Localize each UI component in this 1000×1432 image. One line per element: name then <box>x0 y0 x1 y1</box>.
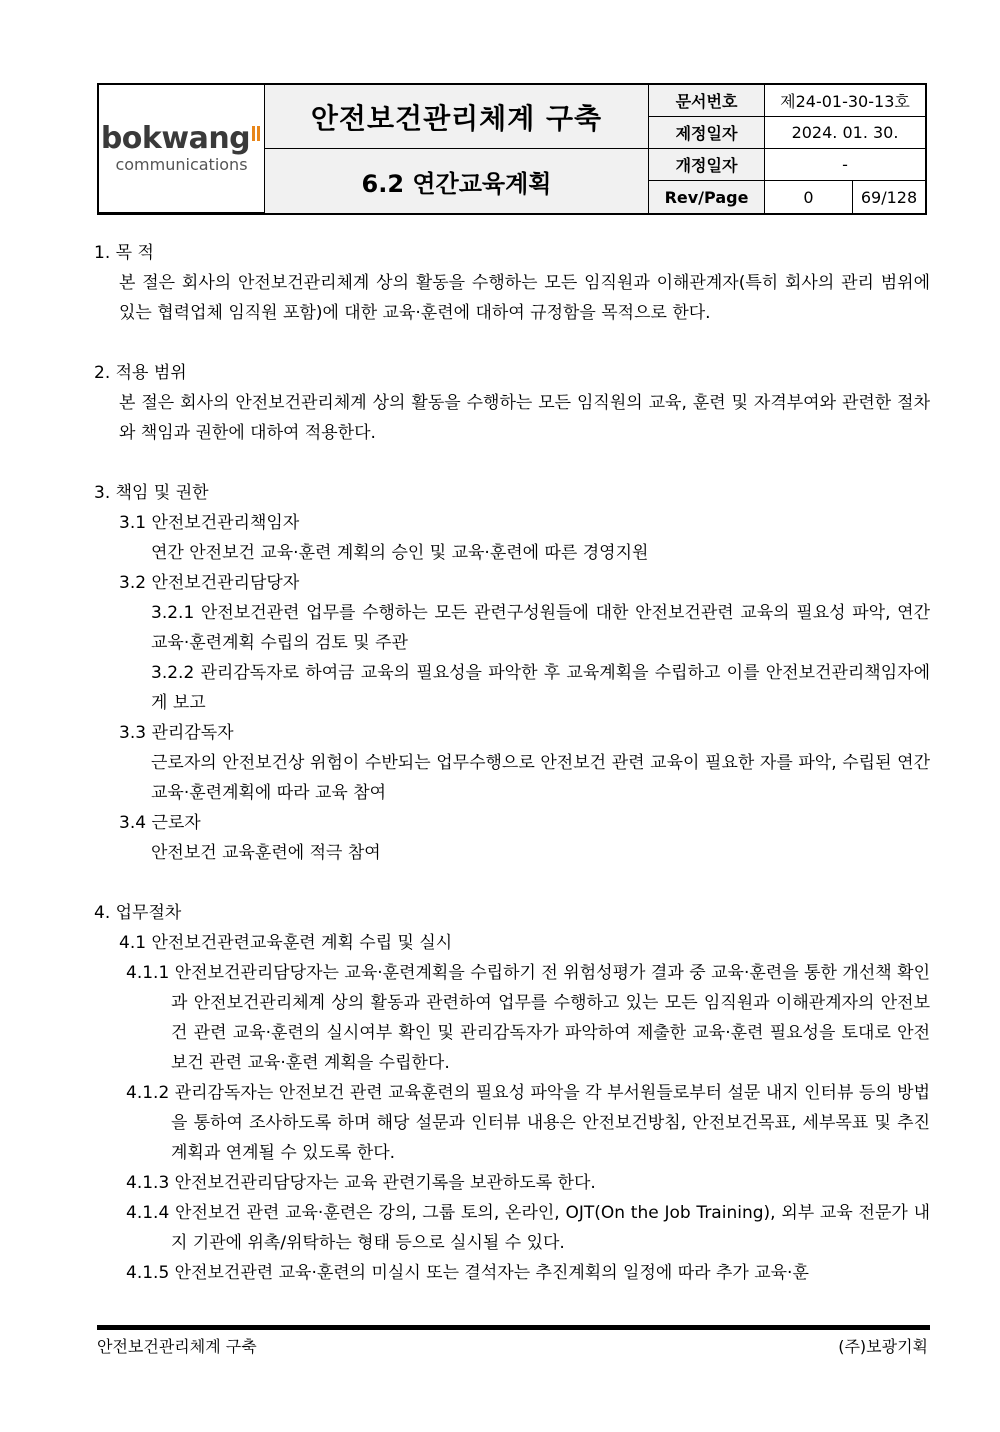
rev-page-label: Rev/Page <box>649 181 765 213</box>
section-3-heading: 3. 책임 및 권한 <box>94 483 209 503</box>
section-4-1-2-body: 4.1.2 관리감독자는 안전보건 관련 교육훈련의 필요성 파악을 각 부서원들로부터 설문 내지 인터뷰 등의 방법을 통하여 조사하도록 하며 해당 설문과 인터뷰 내용은 안전보건방침, 안전보건목표, 세부목표 및 추진계획과 연계될 수 있도록 한다. <box>126 1083 930 1163</box>
section-4-1-1-body: 4.1.1 안전보건관리담당자는 교육·훈련계획을 수립하기 전 위험성평가 결과 중 교육·훈련을 통한 개선책 확인과 안전보건관리체계 상의 활동과 관련하여 업무를 수행하고 있는 모든 임직원과 이해관계자의 안전보건 관련 교육·훈련의 실시여부 확인 및 관리감독자가 파악하여 제출한 교육·훈련 필요성을 토대로 안전보건 관련 교육·훈련 계획을 수립한다. <box>126 963 930 1073</box>
section-3-4-heading: 3.4 근로자 <box>119 813 201 833</box>
section-title: 6.2 연간교육계획 <box>265 149 649 213</box>
page-value: 69/128 <box>860 187 918 207</box>
section-3-4-body: 안전보건 교육훈련에 적극 참여 <box>151 843 381 863</box>
section-3-1-heading: 3.1 안전보건관리책임자 <box>119 513 300 533</box>
doc-number-value: 제24-01-30-13호 <box>765 85 925 117</box>
logo-wordmark: bokwang <box>100 120 251 156</box>
document-title: 안전보건관리체계 구축 <box>265 85 649 149</box>
revised-date-label: 개정일자 <box>649 149 765 181</box>
section-1-heading: 1. 목 적 <box>94 243 154 263</box>
section-4-1-heading: 4.1 안전보건관련교육훈련 계획 수립 및 실시 <box>119 933 453 953</box>
footer-document-title: 안전보건관리체계 구축 <box>97 1337 257 1356</box>
section-3-1-body: 연간 안전보건 교육·훈련 계획의 승인 및 교육·훈련에 따른 경영지원 <box>151 543 649 563</box>
enacted-date-value: 2024. 01. 30. <box>765 117 925 149</box>
section-2-body: 본 절은 회사의 안전보건관리체계 상의 활동을 수행하는 모든 임직원의 교육, 훈련 및 자격부여와 관련한 절차와 책임과 권한에 대하여 적용한다. <box>119 393 930 443</box>
section-3-3-body: 근로자의 안전보건상 위험이 수반되는 업무수행으로 안전보건 관련 교육이 필요한 자를 파악, 수립된 연간 교육·훈련계획에 따라 교육 참여 <box>151 753 930 803</box>
revised-date-value: - <box>765 149 925 181</box>
document-header-table <box>97 83 927 215</box>
section-4-1-4-body: 4.1.4 안전보건 관련 교육·훈련은 강의, 그룹 토의, 온라인, OJT(On the Job Training), 외부 교육 전문가 내지 기관에 위촉/위탁하는 형태 등으로 실시될 수 있다. <box>126 1203 930 1253</box>
doc-number-label: 문서번호 <box>649 85 765 117</box>
section-4-1-3-body: 4.1.3 안전보건관리담당자는 교육 관련기록을 보관하도록 한다. <box>126 1173 596 1193</box>
company-logo <box>99 85 265 213</box>
logo-subtitle: communications <box>115 154 248 174</box>
section-3-2-1-body: 3.2.1 안전보건관련 업무를 수행하는 모든 관련구성원들에 대한 안전보건관련 교육의 필요성 파악, 연간 교육·훈련계획 수립의 검토 및 주관 <box>151 603 930 653</box>
logo-bars-icon <box>252 126 262 145</box>
document-body <box>94 238 930 1288</box>
section-3-2-2-body: 3.2.2 관리감독자로 하여금 교육의 필요성을 파악한 후 교육계획을 수립하고 이를 안전보건관리책임자에게 보고 <box>151 663 930 713</box>
section-3-3-heading: 3.3 관리감독자 <box>119 723 234 743</box>
section-3-2-heading: 3.2 안전보건관리담당자 <box>119 573 300 593</box>
section-4-1-5-body: 4.1.5 안전보건관련 교육·훈련의 미실시 또는 결석자는 추진계획의 일정에 따라 추가 교육·훈 <box>126 1263 809 1283</box>
enacted-date-label: 제정일자 <box>649 117 765 149</box>
section-4-heading: 4. 업무절차 <box>94 903 182 923</box>
footer-divider <box>97 1325 930 1330</box>
section-2-heading: 2. 적용 범위 <box>94 363 187 383</box>
revision-value: 0 <box>765 181 853 213</box>
section-1-body: 본 절은 회사의 안전보건관리체계 상의 활동을 수행하는 모든 임직원과 이해관계자(특히 회사의 관리 범위에 있는 협력업체 임직원 포함)에 대한 교육·훈련에 대하여 규정함을 목적으로 한다. <box>119 273 930 323</box>
footer-company-name: (주)보광기획 <box>838 1337 928 1356</box>
